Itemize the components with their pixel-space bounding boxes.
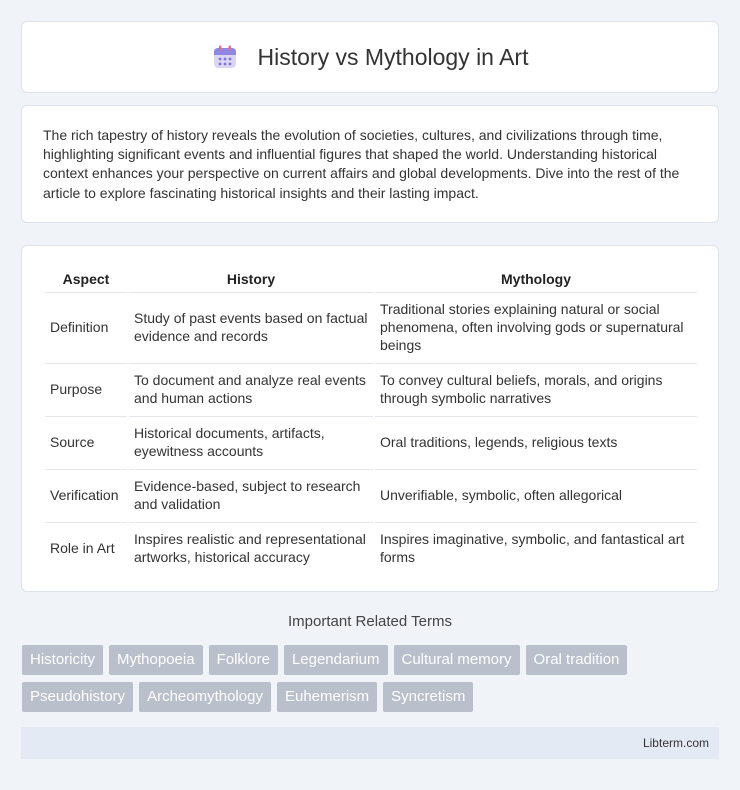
row-aspect: Purpose xyxy=(45,363,127,414)
related-terms-title: Important Related Terms xyxy=(288,613,452,630)
row-history: Inspires realistic and representational artworks, historical accuracy xyxy=(129,522,373,573)
tag-euhemerism[interactable]: Euhemerism xyxy=(277,682,377,712)
table-row xyxy=(45,416,697,467)
tag-legendarium[interactable]: Legendarium xyxy=(284,645,388,675)
tag-archeomythology[interactable]: Archeomythology xyxy=(139,682,271,712)
tag-folklore[interactable]: Folklore xyxy=(209,645,278,675)
row-history: Evidence-based, subject to research and validation xyxy=(129,469,373,520)
table-row xyxy=(45,469,697,520)
table-header-row xyxy=(45,268,697,290)
calendar-icon xyxy=(212,44,238,70)
tag-oral-tradition[interactable]: Oral tradition xyxy=(526,645,628,675)
intro-paragraph: The rich tapestry of history reveals the evolution of societies, cultures, and civilizations through time, highlighting significant events and influential figures that shaped the world. Understanding historical context enhances your perspective on current affairs and global developments. Dive into the rest of the article to explore fascinating historical insights and their lasting impact. xyxy=(43,127,680,201)
row-mythology: Oral traditions, legends, religious texts xyxy=(375,416,697,467)
row-history: Historical documents, artifacts, eyewitness accounts xyxy=(129,416,373,467)
row-aspect: Definition xyxy=(45,292,127,361)
row-aspect: Role in Art xyxy=(45,522,127,573)
row-aspect: Source xyxy=(45,416,127,467)
table-row xyxy=(45,363,697,414)
tag-historicity[interactable]: Historicity xyxy=(22,645,103,675)
row-mythology: Traditional stories explaining natural or social phenomena, often involving gods or supernatural beings xyxy=(375,292,697,361)
intro-card xyxy=(21,105,719,223)
table-row xyxy=(45,522,697,573)
footer-site-link[interactable]: Libterm.com xyxy=(642,736,709,750)
table-row xyxy=(45,292,697,361)
header-history: History xyxy=(226,271,276,287)
row-mythology: Inspires imaginative, symbolic, and fantastical art forms xyxy=(375,522,697,573)
related-terms-list xyxy=(22,645,722,712)
row-mythology: To convey cultural beliefs, morals, and origins through symbolic narratives xyxy=(375,363,697,414)
comparison-card xyxy=(21,245,719,592)
tag-cultural-memory[interactable]: Cultural memory xyxy=(394,645,520,675)
row-history: To document and analyze real events and human actions xyxy=(129,363,373,414)
header-mythology: Mythology xyxy=(501,271,571,287)
footer xyxy=(21,727,719,759)
row-aspect: Verification xyxy=(45,469,127,520)
comparison-table xyxy=(43,266,699,575)
tag-mythopoeia[interactable]: Mythopoeia xyxy=(109,645,203,675)
title-card xyxy=(21,21,719,93)
header-aspect: Aspect xyxy=(62,271,110,287)
page-title: History vs Mythology in Art xyxy=(257,43,529,70)
row-mythology: Unverifiable, symbolic, often allegorical xyxy=(375,469,697,520)
row-history: Study of past events based on factual evidence and records xyxy=(129,292,373,361)
tag-syncretism[interactable]: Syncretism xyxy=(383,682,473,712)
tag-pseudohistory[interactable]: Pseudohistory xyxy=(22,682,133,712)
